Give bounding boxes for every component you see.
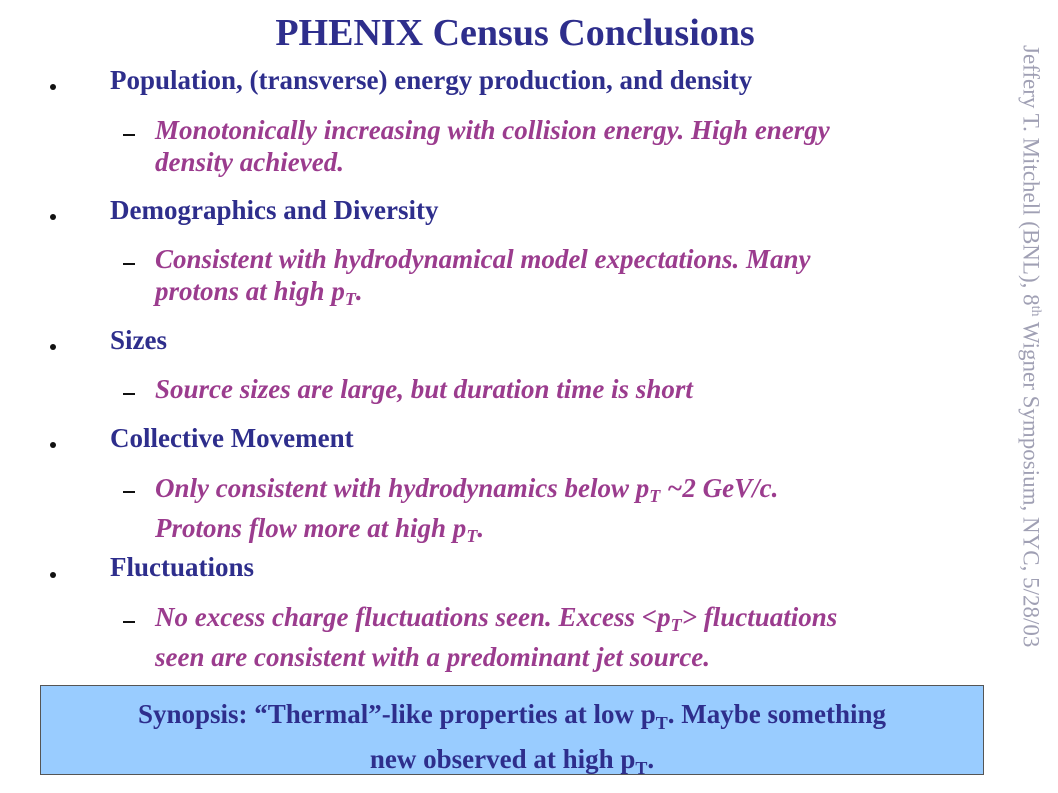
synopsis-line-2: new observed at high $p_T$. — [369, 744, 655, 778]
item-detail: Source sizes are large, but duration time is short — [155, 374, 693, 404]
item-detail: Monotonically increasing with collision energy. High energy density achieved. — [155, 115, 830, 177]
bullet-icon — [50, 442, 56, 448]
bullet-icon — [50, 84, 56, 90]
item-heading: Demographics and Diversity — [110, 195, 439, 225]
bullet-icon — [50, 214, 56, 220]
author-footer: Jeffery T. Mitchell (BNL), 8th Wigner Symposium, NYC, 5/28/03 — [1018, 45, 1044, 648]
dash-icon — [123, 134, 135, 136]
dash-icon — [123, 263, 135, 265]
dash-icon — [123, 491, 135, 493]
item-heading: Collective Movement — [110, 423, 354, 453]
dash-icon — [123, 393, 135, 395]
synopsis-box — [40, 685, 984, 778]
synopsis-line-1: Synopsis: “Thermal”-like properties at low $p_T$. Maybe something — [137, 699, 887, 733]
item-detail: Consistent with hydrodynamical model expectations. Many protons at high $p_T$. — [155, 244, 811, 309]
item-detail: No excess charge fluctuations seen. Excess $<p_T>$ fluctuations seen are consistent with a predominant jet source. — [155, 602, 838, 672]
dash-icon — [123, 621, 135, 623]
item-detail: Only consistent with hydrodynamics below $p_T$ ~2 GeV/c. Protons flow more at high $p_T$. — [155, 473, 779, 546]
item-heading: Population, (transverse) energy production, and density — [110, 65, 753, 95]
item-heading: Sizes — [110, 325, 167, 355]
bullet-icon — [50, 344, 56, 350]
page-title: PHENIX Census Conclusions — [275, 12, 755, 54]
bullet-icon — [50, 572, 56, 578]
item-heading: Fluctuations — [110, 552, 255, 582]
